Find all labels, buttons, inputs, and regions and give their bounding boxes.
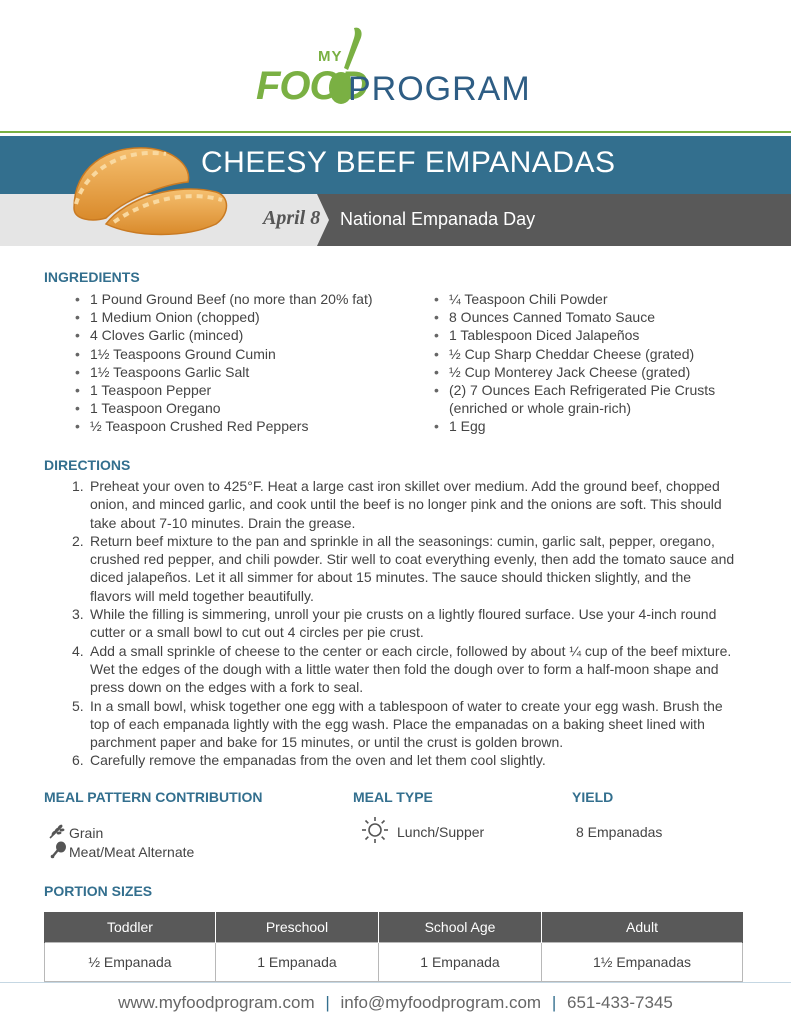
step-number: 5. bbox=[72, 697, 84, 714]
direction-step bbox=[68, 605, 736, 642]
meal-pattern-heading: MEAL PATTERN CONTRIBUTION bbox=[44, 789, 263, 805]
footer-separator: | bbox=[325, 993, 330, 1012]
step-number: 1. bbox=[72, 478, 84, 494]
date-label: April 8 bbox=[263, 207, 321, 229]
table-cell: 1 Empanada bbox=[378, 942, 541, 981]
list-item: • 8 Ounces Canned Tomato Sauce bbox=[427, 308, 757, 326]
list-item: • ¼ Teaspoon Chili Powder bbox=[427, 290, 757, 308]
list-item: • 1½ Teaspoons Garlic Salt bbox=[68, 363, 418, 381]
footer-separator: | bbox=[551, 993, 557, 1012]
logo bbox=[256, 26, 546, 110]
email-link[interactable]: info@myfoodprogram.com bbox=[340, 993, 542, 1012]
meal-type-value: Lunch/Supper bbox=[397, 824, 485, 840]
logo-program-text: PROGRAM bbox=[348, 70, 531, 108]
phone-number: 651-433-7345 bbox=[566, 993, 673, 1012]
list-item: • ½ Teaspoon Crushed Red Peppers bbox=[68, 417, 418, 435]
list-item: • 1 Medium Onion (chopped) bbox=[68, 308, 418, 326]
yield-value: 8 Empanadas bbox=[576, 824, 663, 840]
table-cell: ½ Empanada bbox=[45, 942, 216, 981]
holiday-label: National Empanada Day bbox=[340, 209, 536, 229]
recipe-title: CHEESY BEEF EMPANADAS bbox=[201, 146, 616, 179]
list-item: • 1 Tablespoon Diced Jalapeños bbox=[427, 326, 757, 344]
step-number: 2. bbox=[72, 532, 84, 549]
step-text: Preheat your oven to 425°F. Heat a large cast iron skillet over medium. Add the ground beef, chopped onion, and minced garlic, and cook until the beef is no longer pink and the onions are soft. This should take about 7-10 minutes. Drain the grease. bbox=[90, 478, 722, 531]
portion-sizes-heading: PORTION SIZES bbox=[44, 883, 153, 899]
wheat-icon bbox=[48, 823, 66, 839]
directions-list bbox=[68, 477, 736, 770]
list-item: • 1½ Teaspoons Ground Cumin bbox=[68, 345, 418, 363]
logo-food-text: FOOD bbox=[256, 64, 368, 108]
list-item: • (2) 7 Ounces Each Refrigerated Pie Crusts (enriched or whole grain-rich) bbox=[427, 381, 757, 417]
list-item: • 1 Pound Ground Beef (no more than 20% fat) bbox=[68, 290, 418, 308]
table-cell: 1 Empanada bbox=[215, 942, 378, 981]
direction-step bbox=[68, 642, 736, 697]
header-divider bbox=[0, 131, 791, 133]
list-item: • 1 Teaspoon Pepper bbox=[68, 381, 418, 399]
table-header-row bbox=[45, 912, 743, 942]
sun-icon bbox=[361, 816, 389, 844]
list-item: • ½ Cup Monterey Jack Cheese (grated) bbox=[427, 363, 757, 381]
table-row bbox=[45, 942, 743, 981]
step-text: In a small bowl, whisk together one egg with a tablespoon of water to create your egg wash. Brush the top of each empanada lightly with the egg wash. Place the empanadas on a baking sheet lined with parchment paper and bake for 15 minutes, or until the crust is golden brown. bbox=[90, 697, 723, 751]
step-text: Carefully remove the empanadas from the oven and let them cool slightly. bbox=[90, 752, 546, 769]
list-item: • 4 Cloves Garlic (minced) bbox=[68, 326, 418, 344]
direction-step bbox=[68, 532, 736, 605]
directions-heading: DIRECTIONS bbox=[44, 457, 131, 473]
footer bbox=[0, 993, 791, 1013]
meal-pattern-meat: Meat/Meat Alternate bbox=[69, 844, 195, 860]
ingredients-list-left bbox=[68, 290, 418, 436]
direction-step bbox=[68, 477, 736, 532]
list-item: • ½ Cup Sharp Cheddar Cheese (grated) bbox=[427, 345, 757, 363]
column-header: Toddler bbox=[45, 912, 216, 942]
list-item: • 1 Teaspoon Oregano bbox=[68, 399, 418, 417]
list-item: • 1 Egg bbox=[427, 417, 757, 435]
column-header: School Age bbox=[378, 912, 541, 942]
ingredients-list-right bbox=[427, 290, 757, 436]
meal-pattern-grain: Grain bbox=[69, 825, 104, 841]
ingredients-heading: INGREDIENTS bbox=[44, 269, 140, 285]
column-header: Preschool bbox=[215, 912, 378, 942]
step-text: While the filling is simmering, unroll your pie crusts on a lightly floured surface. Use your 4-inch round cutter or a small bowl to cut out 4 circles per pie crust. bbox=[90, 606, 717, 641]
portion-table bbox=[44, 912, 743, 982]
direction-step bbox=[68, 751, 736, 769]
step-text: Return beef mixture to the pan and sprinkle in all the seasonings: cumin, garlic salt, pepper, oregano, crushed red pepper, and chili powder. Stir well to coat everything evenly, then add the tomato sauce and diced jalapeños. Let it all simmer for about 15 minutes. The sauce should thicken slightly, and the flavors will meld together beautifully. bbox=[90, 532, 735, 604]
step-text: Add a small sprinkle of cheese to the center or each circle, followed by about ¼ cup of the beef mixture. Wet the edges of the dough with a little water then fold the dough over to form a half-moon shape and press down on the edges with a fork to seal. bbox=[90, 642, 732, 696]
yield-heading: YIELD bbox=[572, 789, 614, 805]
footer-divider bbox=[0, 982, 791, 983]
empanada-illustration bbox=[66, 138, 234, 240]
step-number: 3. bbox=[72, 606, 84, 623]
website-link[interactable]: www.myfoodprogram.com bbox=[118, 993, 315, 1012]
direction-step bbox=[68, 697, 736, 752]
step-number: 4. bbox=[72, 642, 84, 659]
table-cell: 1½ Empanadas bbox=[542, 942, 743, 981]
step-number: 6. bbox=[72, 752, 84, 769]
meal-type-heading: MEAL TYPE bbox=[353, 789, 433, 805]
drumstick-icon bbox=[50, 841, 66, 859]
column-header: Adult bbox=[542, 912, 743, 942]
logo-my-text: MY bbox=[318, 48, 343, 65]
